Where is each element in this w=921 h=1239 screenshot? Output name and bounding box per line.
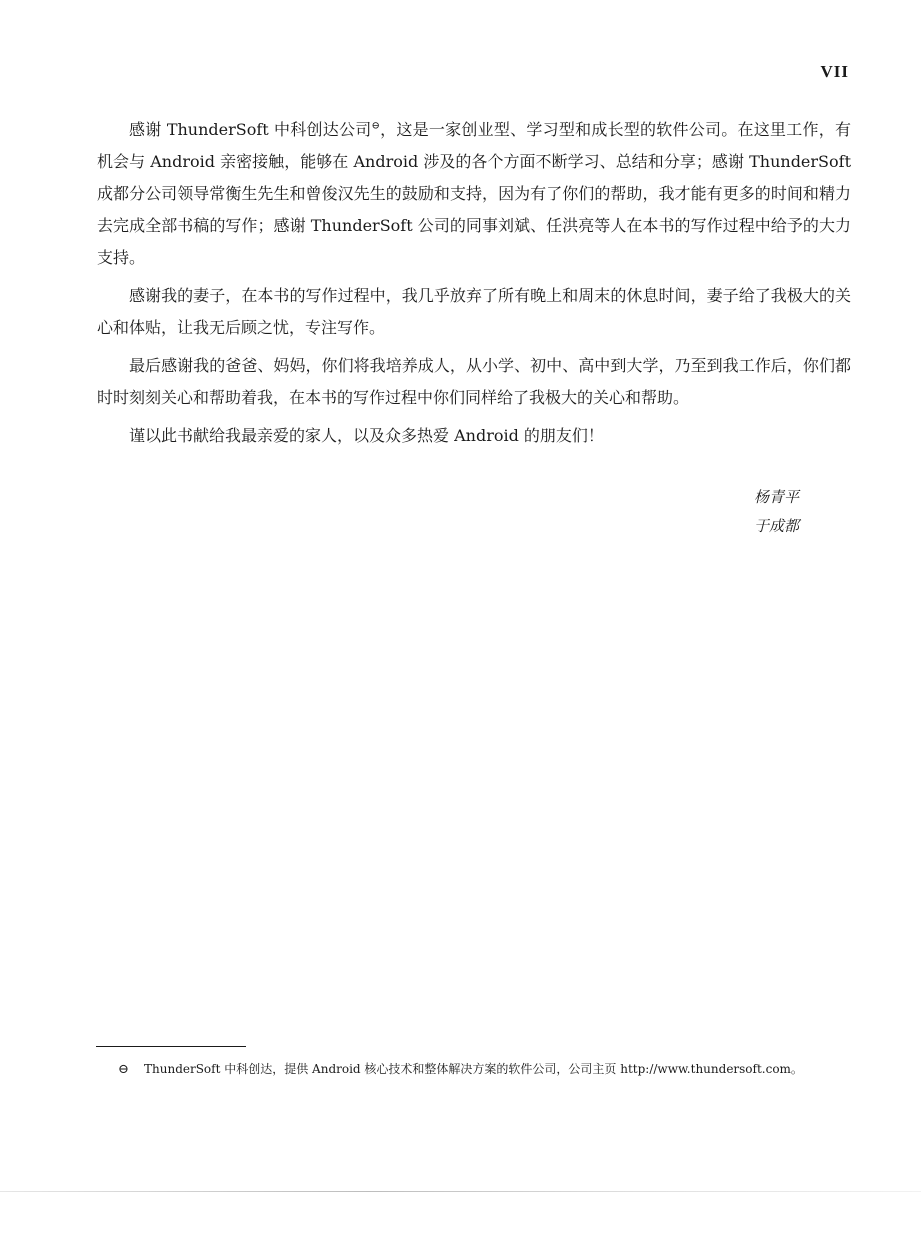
author-place: 于成都 bbox=[754, 517, 800, 535]
author-name: 杨青平 bbox=[754, 488, 800, 506]
footnote-separator bbox=[96, 1046, 246, 1047]
paragraph-text-before-mark: 感谢 ThunderSoft 中科创达公司 bbox=[129, 120, 372, 139]
footnote-body bbox=[118, 1058, 858, 1081]
footnote-marker: ⊖ bbox=[118, 1062, 129, 1077]
paragraph-parents: 最后感谢我的爸爸、妈妈，你们将我培养成人，从小学、初中、高中到大学，乃至到我工作后，你们都时时刻刻关心和帮助着我，在本书的写作过程中你们同样给了我极大的关心和帮助。 bbox=[97, 356, 851, 407]
footnote bbox=[118, 1058, 858, 1081]
footnote-text: ThunderSoft 中科创达，提供 Android 核心技术和整体解决方案的软件公司，公司主页 http://www.thundersoft.com。 bbox=[144, 1062, 803, 1076]
paragraph-wife: 感谢我的妻子，在本书的写作过程中，我几乎放弃了所有晚上和周末的休息时间，妻子给了我极大的关心和体贴，让我无后顾之忧，专注写作。 bbox=[97, 286, 851, 337]
paragraph-thundersoft bbox=[97, 114, 851, 274]
page-number: VII bbox=[820, 62, 849, 81]
footnote-reference-mark: ⊖ bbox=[371, 120, 380, 132]
scan-edge-line bbox=[0, 1191, 921, 1192]
paragraph-text-after-mark: ，这是一家创业型、学习型和成长型的软件公司。在这里工作，有机会与 Android 亲密接触，能够在 Android 涉及的各个方面不断学习、总结和分享；感谢 ThunderSoft 成都分公司领导常衡生先生和曾俊汉先生的鼓励和支持，因为有了你们的帮助，我才能有更多的时间和精力去完成全部书稿的写作；感谢 ThunderSoft 公司的同事刘斌、任洪亮等人在本书的写作过程中给予的大力支持。 bbox=[97, 120, 851, 267]
acknowledgement-body bbox=[97, 114, 851, 458]
signature-block bbox=[754, 483, 799, 541]
paragraph-dedication: 谨以此书献给我最亲爱的家人，以及众多热爱 Android 的朋友们！ bbox=[129, 426, 604, 445]
